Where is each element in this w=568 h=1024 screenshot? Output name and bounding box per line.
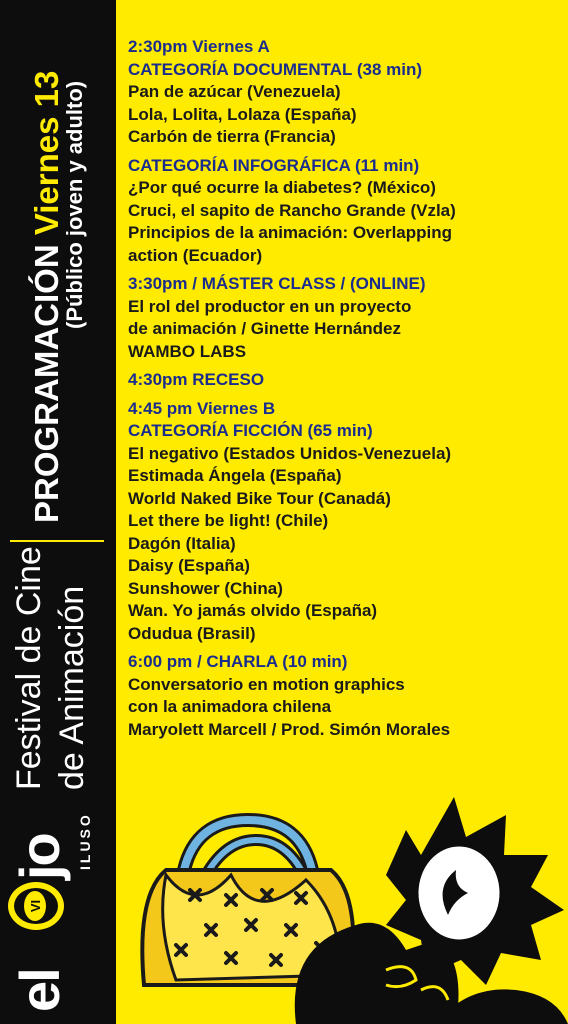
schedule-item: Cruci, el sapito de Rancho Grande (Vzla) [128, 200, 456, 220]
title-divider [10, 540, 104, 542]
day-title: Viernes 13 [28, 70, 65, 236]
schedule-item: action (Ecuador) [128, 245, 263, 265]
logo-text-jo: jo [8, 834, 71, 880]
logo-text-iluso: ILUSO [77, 812, 93, 870]
schedule-heading: 2:30pm Viernes A [128, 37, 270, 56]
logo-edition-badge: VI [24, 891, 46, 921]
schedule-item: Maryolett Marcell / Prod. Simón Morales [128, 719, 451, 739]
schedule-heading: 4:30pm RECESO [128, 370, 265, 389]
schedule-item: Carbón de tierra (Francia) [128, 127, 336, 146]
schedule-item: de animación / Ginette Hernández [128, 319, 402, 338]
schedule-heading: 3:30pm / MÁSTER CLASS / (ONLINE) [128, 274, 426, 293]
schedule-heading: CATEGORÍA DOCUMENTAL (38 min) [128, 59, 423, 79]
schedule-heading: CATEGORÍA INFOGRÁFICA (11 min) [128, 155, 420, 175]
festival-line-1: Festival de Cine [10, 546, 48, 790]
schedule-item: Principios de la animación: Overlapping [128, 223, 453, 242]
program-block [128, 369, 558, 392]
schedule-item: con la animadora chilena [128, 697, 332, 716]
schedule-item: WAMBO LABS [128, 341, 247, 361]
schedule-item: Lola, Lolita, Lolaza (España) [128, 104, 357, 124]
program-block [128, 155, 558, 268]
schedule-item: El negativo (Estados Unidos-Venezuela) [128, 443, 452, 463]
programacion-title: PROGRAMACIÓN Viernes 13 [28, 70, 65, 523]
schedule-item: Dagón (Italia) [128, 533, 236, 553]
schedule-item: Wan. Yo jamás olvido (España) [128, 601, 378, 620]
schedule-item: World Naked Bike Tour (Canadá) [128, 488, 391, 508]
audience-subtitle: (Público joven y adulto) [62, 80, 87, 329]
schedule-heading: 4:45 pm Viernes B [128, 398, 276, 418]
program-block [128, 273, 558, 363]
logo-text-el: el [8, 969, 71, 1012]
program-schedule [128, 36, 558, 747]
festival-line-2: de Animación [53, 585, 91, 790]
schedule-item: Daisy (España) [128, 556, 250, 575]
schedule-item: Odudua (Brasil) [128, 623, 256, 643]
program-block [128, 36, 558, 149]
schedule-item: Pan de azúcar (Venezuela) [128, 82, 341, 101]
schedule-item: El rol del productor en un proyecto [128, 296, 412, 316]
bag-and-cat-illustration [136, 775, 568, 1024]
schedule-item: ¿Por qué ocurre la diabetes? (México) [128, 178, 436, 197]
schedule-item: Conversatorio en motion graphics [128, 674, 405, 694]
program-block [128, 651, 558, 741]
schedule-heading: 6:00 pm / CHARLA (10 min) [128, 652, 348, 671]
schedule-heading: CATEGORÍA FICCIÓN (65 min) [128, 421, 373, 440]
sidebar-banner [0, 0, 116, 1024]
schedule-item: Estimada Ángela (España) [128, 466, 342, 485]
program-block [128, 398, 558, 646]
schedule-item: Sunshower (China) [128, 578, 283, 598]
schedule-item: Let there be light! (Chile) [128, 511, 329, 530]
